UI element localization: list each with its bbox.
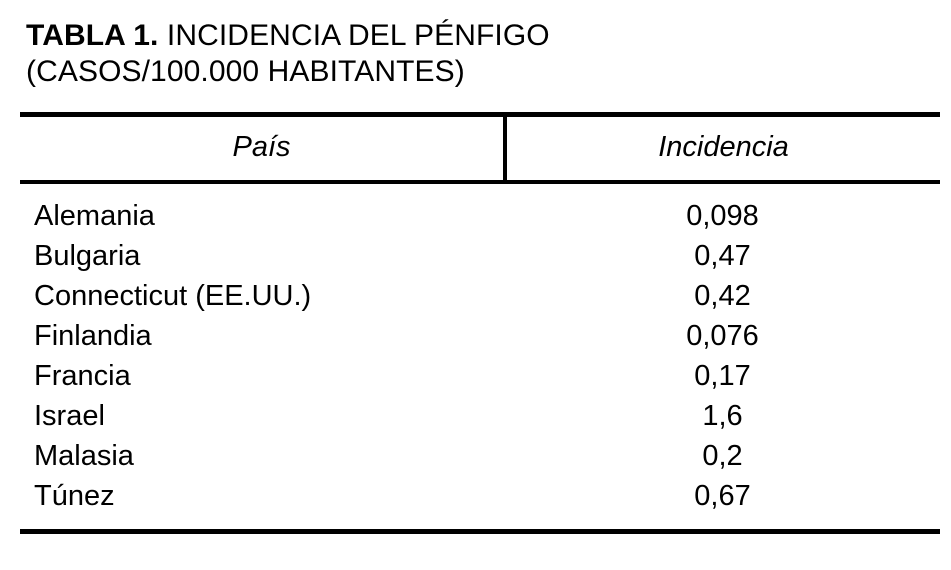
cell-incidence: 0,47: [694, 240, 751, 272]
cell-country: Finlandia: [34, 320, 152, 352]
table-number-label: TABLA 1.: [26, 19, 159, 52]
table-row: [20, 316, 940, 356]
cell-country: Connecticut (EE.UU.): [34, 280, 312, 312]
rule-bottom-left: [20, 532, 505, 535]
cell-country: Túnez: [34, 480, 115, 512]
cell-country: Israel: [34, 400, 105, 432]
table-title-line2: (CASOS/100.000 HABITANTES): [26, 55, 465, 88]
table-row: [20, 396, 940, 436]
cell-country: Malasia: [34, 440, 134, 472]
cell-incidence: 0,076: [686, 320, 759, 352]
header-cell-incidence: Incidencia: [658, 131, 789, 163]
cell-incidence: 0,17: [694, 360, 751, 392]
cell-incidence: 0,42: [694, 280, 751, 312]
table-body: [20, 184, 940, 534]
cell-country: Bulgaria: [34, 240, 141, 272]
table-header: [20, 115, 940, 185]
table-title-line1: INCIDENCIA DEL PÉNFIGO: [166, 19, 550, 52]
table-row: [20, 276, 940, 316]
table-caption: [26, 18, 926, 90]
table-row: [20, 184, 940, 236]
table-row: [20, 436, 940, 476]
cell-incidence: 0,67: [694, 480, 751, 512]
header-row: [20, 117, 940, 182]
cell-incidence: 0,2: [702, 440, 743, 472]
incidence-table: [20, 112, 940, 534]
cell-country: Francia: [34, 360, 131, 392]
header-cell-country: País: [20, 117, 505, 182]
rule-bottom: [20, 532, 940, 535]
table-row: [20, 236, 940, 276]
table-row: [20, 356, 940, 396]
table-row: [20, 476, 940, 532]
cell-incidence: 1,6: [702, 400, 743, 432]
cell-country: Alemania: [34, 200, 155, 232]
table-wrapper: [20, 112, 931, 534]
cell-incidence: 0,098: [686, 200, 759, 232]
rule-bottom-right: [505, 532, 940, 535]
